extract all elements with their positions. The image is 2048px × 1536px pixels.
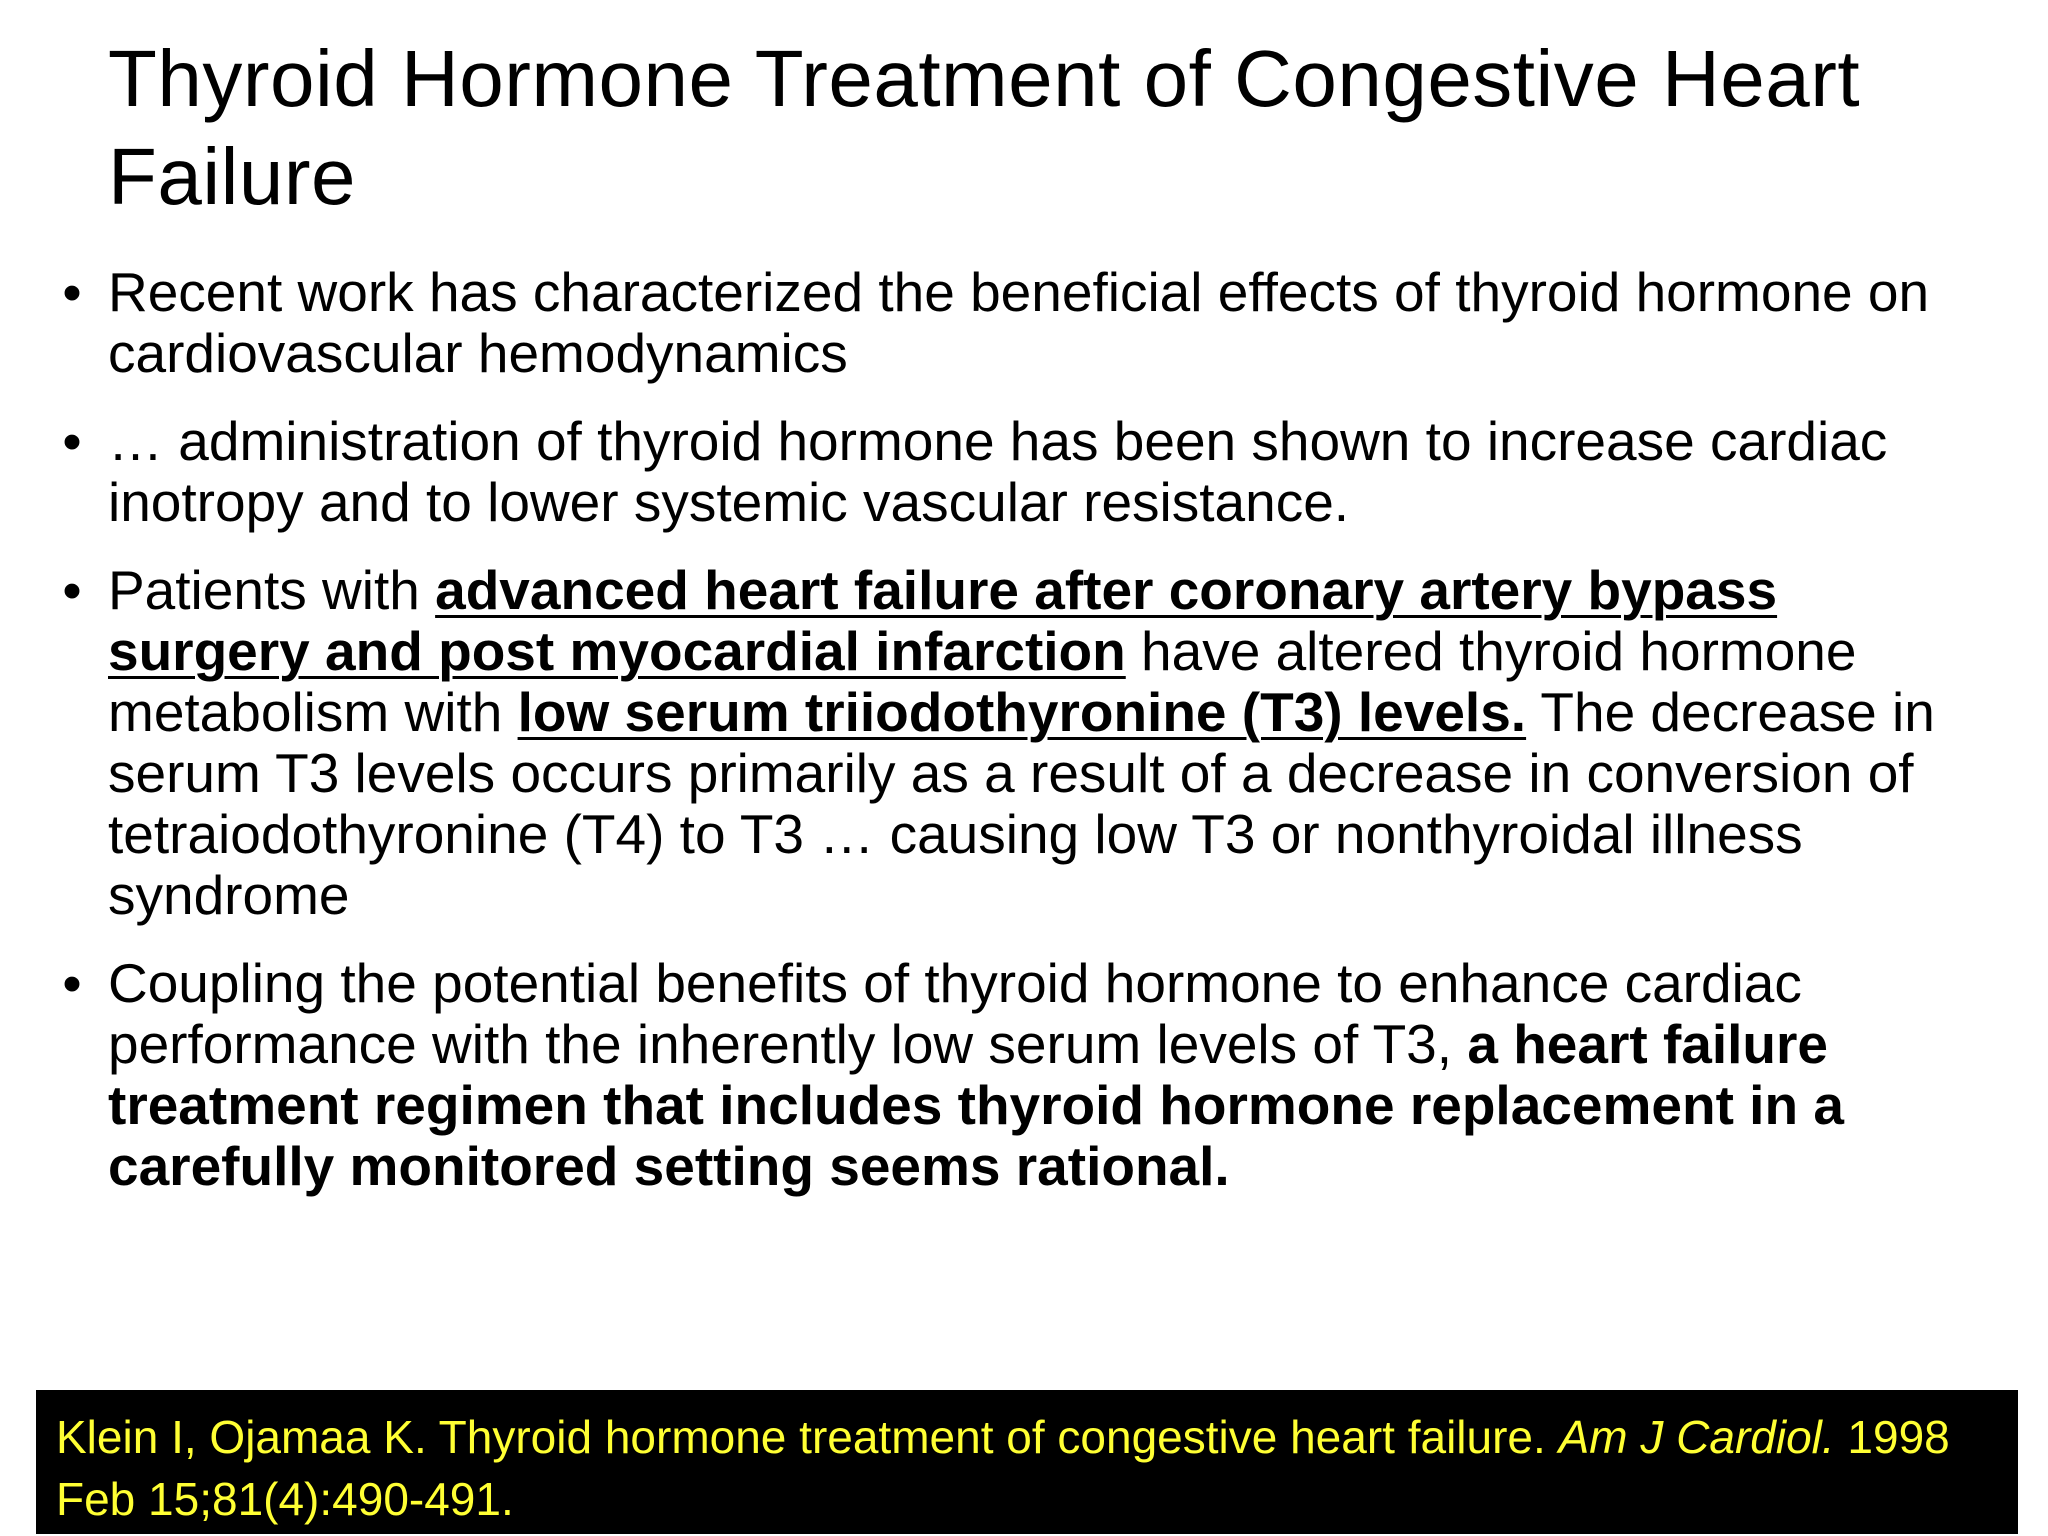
bullet-text: Patients with [108, 559, 436, 621]
citation-journal: Am J Cardiol. [1558, 1411, 1835, 1463]
bullet-text: have altered thyroid hormone metabolism with [108, 620, 1857, 743]
citation-authors-title: Klein I, Ojamaa K. Thyroid hormone treatment of congestive heart failure. [56, 1411, 1559, 1463]
bullet-text: Coupling the potential benefits of thyroid hormone to enhance cardiac performance with the inherently low serum levels of T3, [108, 952, 1802, 1075]
bullet-item-3 [62, 559, 1948, 926]
bullet-text: The decrease in serum T3 levels occurs primarily as a result of a decrease in conversion of tetraiodothyronine (T4) to T3 … causing low T3 or nonthyroidal illness syndrome [108, 681, 1935, 926]
emphasis-text: advanced heart failure after coronary artery bypass surgery and post myocardial infarction [108, 559, 1778, 682]
bullet-text: Recent work has characterized the beneficial effects of thyroid hormone on cardiovascular hemodynamics [108, 261, 1930, 384]
bullet-item-1 [62, 261, 1948, 384]
bullet-glyph: • [62, 261, 82, 323]
bullet-glyph: • [62, 952, 82, 1014]
bullet-text: … administration of thyroid hormone has been shown to increase cardiac inotropy and to lower systemic vascular resistance. [108, 410, 1888, 533]
citation-box [36, 1390, 2018, 1534]
bullet-glyph: • [62, 559, 82, 621]
emphasis-text: low serum triiodothyronine (T3) levels. [517, 681, 1527, 743]
slide-title: Thyroid Hormone Treatment of Congestive Heart Failure [108, 34, 1861, 221]
bullet-item-4 [62, 952, 1948, 1197]
bold-text: a heart failure treatment regimen that includes thyroid hormone replacement in a carefully monitored setting seems rational. [108, 1013, 1844, 1197]
bullet-list [62, 261, 1948, 1224]
bullet-item-2 [62, 410, 1948, 533]
bullet-glyph: • [62, 410, 82, 472]
citation-details: 1998 Feb 15;81(4):490-491. [56, 1411, 1950, 1525]
